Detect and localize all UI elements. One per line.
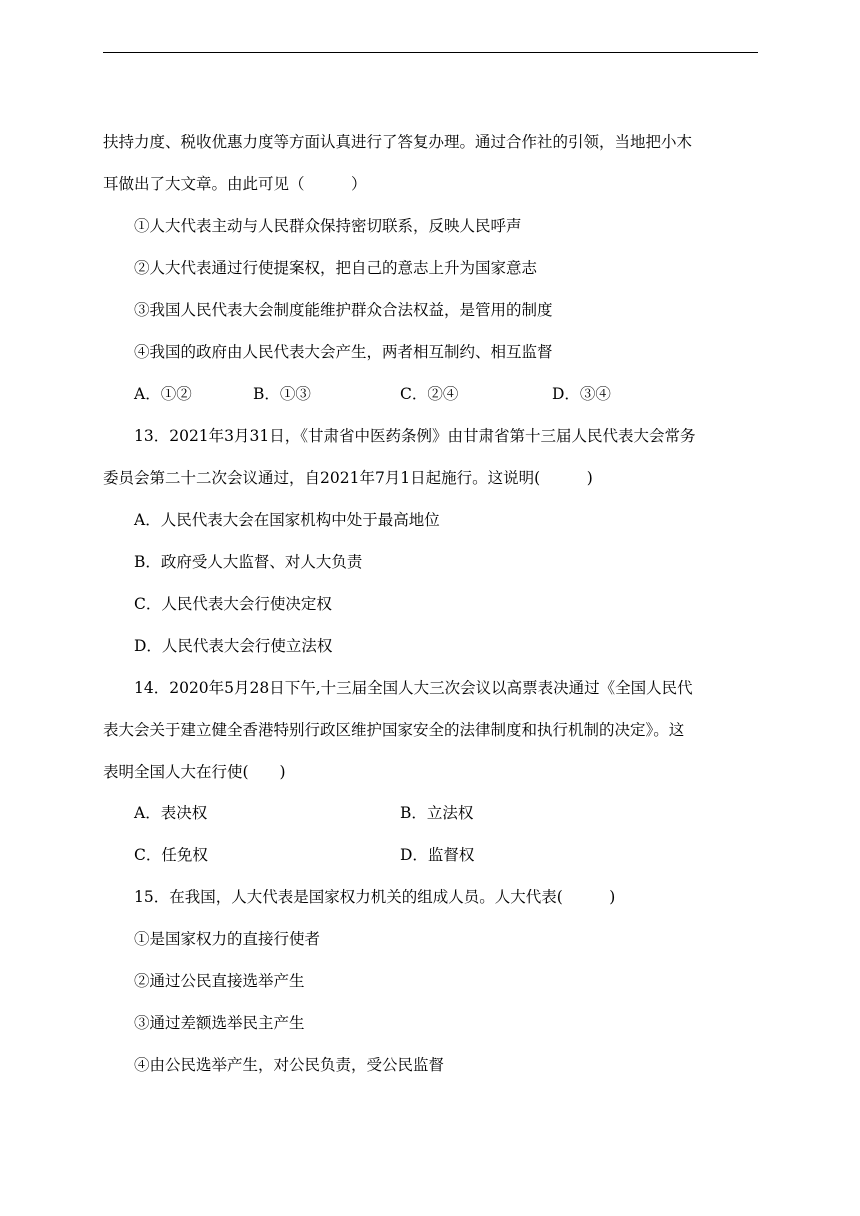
q15-item-3: ③通过差额选举民主产生 (134, 1014, 305, 1032)
q15-item-1: ①是国家权力的直接行使者 (134, 930, 321, 948)
q12-option-b: B．①③ (253, 385, 311, 403)
q14-stem-line-2: 表大会关于建立健全香港特别行政区维护国家安全的法律制度和执行机制的决定》。这 (103, 721, 685, 739)
q13-option-b: B．政府受人大监督、对人大负责 (134, 553, 363, 571)
q15-item-4: ④由公民选举产生，对公民负责，受公民监督 (134, 1056, 445, 1074)
q14-option-b: B．立法权 (400, 804, 474, 822)
q12-option-c: C．②④ (400, 385, 459, 403)
q12-continuation-line-1: 扶持力度、税收优惠力度等方面认真进行了答复办理。通过合作社的引领，当地把小木 (103, 133, 693, 151)
q14-option-c: C．任免权 (134, 846, 208, 864)
q14-option-d: D．监督权 (400, 846, 475, 864)
q14-option-a: A．表决权 (134, 804, 208, 822)
q12-item-2: ②人大代表通过行使提案权，把自己的意志上升为国家意志 (134, 259, 538, 277)
q13-option-a: A．人民代表大会在国家机构中处于最高地位 (134, 511, 440, 529)
q14-stem-line-1: 14．2020年5月28日下午,十三届全国人大三次会议以高票表决通过《全国人民代 (134, 679, 693, 697)
q12-option-d: D．③④ (552, 385, 611, 403)
q13-option-c: C．人民代表大会行使决定权 (134, 595, 332, 613)
q13-stem-line-1: 13．2021年3月31日，《甘肃省中医药条例》由甘肃省第十三届人民代表大会常务 (134, 427, 696, 445)
q12-option-a: A．①② (134, 385, 192, 403)
header-rule (103, 52, 758, 53)
q12-item-4: ④我国的政府由人民代表大会产生，两者相互制约、相互监督 (134, 343, 553, 361)
q13-option-d: D．人民代表大会行使立法权 (134, 637, 333, 655)
q12-item-3: ③我国人民代表大会制度能维护群众合法权益，是管用的制度 (134, 301, 553, 319)
q14-stem-line-3: 表明全国人大在行使( ) (103, 763, 286, 781)
q12-item-1: ①人大代表主动与人民群众保持密切联系，反映人民呼声 (134, 217, 522, 235)
q15-stem-line-1: 15．在我国，人大代表是国家权力机关的组成人员。人大代表( ) (134, 888, 616, 906)
q12-continuation-line-2: 耳做出了大文章。由此可见（ ） (103, 175, 367, 193)
q13-stem-line-2: 委员会第二十二次会议通过，自2021年7月1日起施行。这说明( ) (103, 469, 593, 487)
q15-item-2: ②通过公民直接选举产生 (134, 972, 305, 990)
